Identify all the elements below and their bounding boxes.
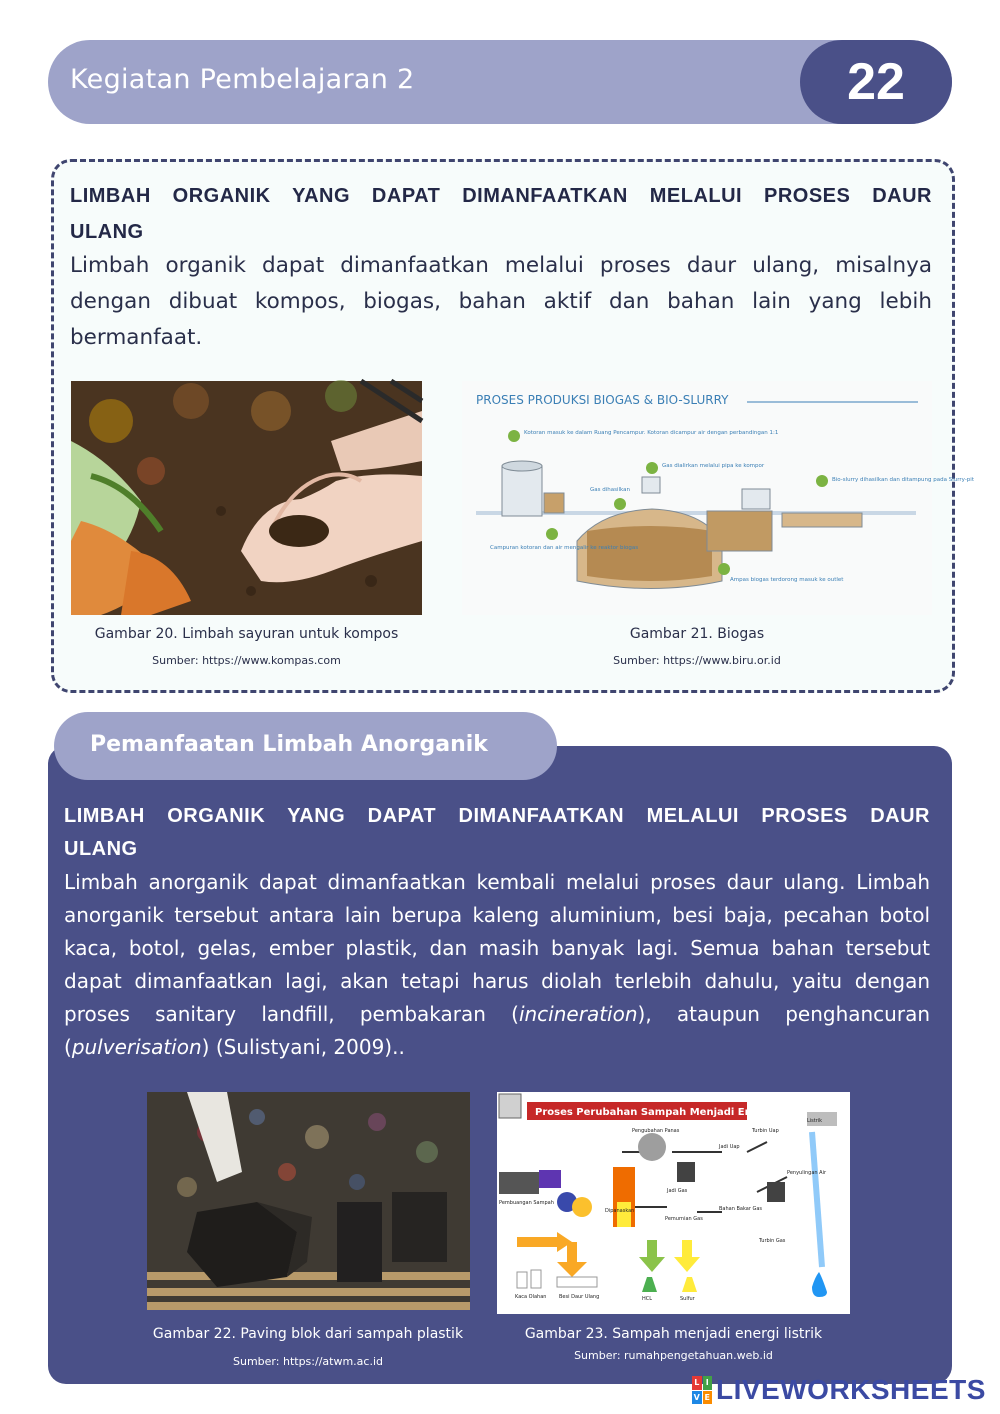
organic-body: Limbah organik dapat dimanfaatkan melalui proses daur ulang, misalnya dengan dibuat kompos, biogas, bahan aktif dan bahan lain yang lebih bermanfaat. bbox=[70, 253, 932, 350]
svg-text:Gas dialirkan melalui pipa ke: Gas dialirkan melalui pipa ke kompor bbox=[662, 463, 765, 469]
biogas-diagram bbox=[462, 381, 974, 615]
svg-text:Bahan Bakar Gas: Bahan Bakar Gas bbox=[719, 1206, 763, 1212]
figure-22-source: Sumber: https://atwm.ac.id bbox=[233, 1355, 383, 1368]
svg-text:HCL: HCL bbox=[642, 1296, 653, 1302]
liveworksheets-logo-icon: L I V E bbox=[692, 1376, 712, 1404]
svg-text:Gas dihasilkan: Gas dihasilkan bbox=[590, 487, 630, 493]
svg-text:Pemurnian Gas: Pemurnian Gas bbox=[665, 1216, 703, 1222]
inorganic-heading bbox=[64, 800, 930, 866]
organic-heading-line2: ULANG bbox=[70, 221, 144, 243]
inorganic-section-tab bbox=[54, 712, 557, 780]
figure-22-caption: Gambar 22. Paving blok dari sampah plastik bbox=[152, 1326, 464, 1342]
liveworksheets-text: LIVEWORKSHEETS bbox=[716, 1374, 986, 1405]
svg-text:Campuran kotoran dan air menga: Campuran kotoran dan air mengalir ke reaktor biogas bbox=[490, 545, 639, 551]
figure-23-source: Sumber: rumahpengetahuan.web.id bbox=[574, 1349, 773, 1362]
svg-text:Penyulingan Air: Penyulingan Air bbox=[787, 1170, 827, 1176]
svg-text:Besi Daur Ulang: Besi Daur Ulang bbox=[559, 1294, 600, 1300]
page-header bbox=[48, 40, 952, 124]
inorganic-waste-card bbox=[48, 746, 952, 1384]
svg-text:Sulfur: Sulfur bbox=[680, 1296, 695, 1302]
compost-photo bbox=[71, 381, 422, 615]
inorganic-heading-line2: ULANG bbox=[64, 838, 138, 860]
svg-text:Jadi Gas: Jadi Gas bbox=[667, 1188, 688, 1194]
svg-text:Ampas biogas terdorong masuk k: Ampas biogas terdorong masuk ke outlet bbox=[730, 577, 844, 583]
inorganic-body: Limbah anorganik dapat dimanfaatkan kembali melalui proses daur ulang. Limbah anorganik tersebut antara lain berupa kaleng aluminium, besi baja, pecahan botol kaca, botol, gelas, ember plastik, dan masih banyak lagi. Semua bahan tersebut dapat dimanfaatkan lagi, akan tetapi harus diolah terlebih dahulu, yaitu dengan proses sanitary landfill, pembakaran (incineration), ataupun penghancuran (pulverisation) (Sulistyani, 2009).. bbox=[64, 870, 931, 1059]
svg-text:Kaca Olahan: Kaca Olahan bbox=[515, 1294, 547, 1300]
header-title: Kegiatan Pembelajaran 2 bbox=[70, 64, 415, 95]
organic-waste-card bbox=[51, 159, 974, 693]
svg-text:Kotoran masuk ke dalam Ruang P: Kotoran masuk ke dalam Ruang Pencampur. Kotoran dicampur air dengan perbandingan 1:1 bbox=[524, 430, 779, 436]
figure-20-caption: Gambar 20. Limbah sayuran untuk kompos bbox=[94, 626, 399, 642]
svg-text:Turbin Uap: Turbin Uap bbox=[752, 1128, 779, 1134]
organic-heading bbox=[70, 178, 932, 250]
figure-23-caption: Gambar 23. Sampah menjadi energi listrik bbox=[524, 1326, 823, 1342]
waste-to-energy-diagram bbox=[497, 1092, 850, 1314]
organic-heading-line1: LIMBAH ORGANIK YANG DAPAT DIMANFAATKAN MELALUI PROSES DAUR bbox=[70, 185, 932, 207]
svg-text:Pengubahan Panas: Pengubahan Panas bbox=[632, 1128, 680, 1134]
figure-21-caption: Gambar 21. Biogas bbox=[629, 626, 765, 642]
svg-text:Dipanaskan: Dipanaskan bbox=[605, 1208, 635, 1214]
liveworksheets-watermark bbox=[692, 1373, 986, 1407]
figure-20-source: Sumber: https://www.kompas.com bbox=[152, 654, 341, 667]
page-number-badge: 22 bbox=[800, 40, 952, 124]
energy-diagram-title: Proses Perubahan Sampah Menjadi Energi bbox=[535, 1107, 775, 1118]
paving-block-photo bbox=[147, 1092, 470, 1310]
figure-21-source: Sumber: https://www.biru.or.id bbox=[613, 654, 781, 667]
inorganic-heading-line1: LIMBAH ORGANIK YANG DAPAT DIMANFAATKAN MELALUI PROSES DAUR bbox=[64, 805, 930, 827]
inorganic-section-tab-label: Pemanfaatan Limbah Anorganik bbox=[90, 732, 488, 757]
biogas-diagram-title: PROSES PRODUKSI BIOGAS & BIO-SLURRY bbox=[476, 393, 729, 407]
svg-text:Turbin Gas: Turbin Gas bbox=[759, 1238, 786, 1244]
svg-text:Jadi Uap: Jadi Uap bbox=[719, 1144, 740, 1150]
svg-text:Bio-slurry dihasilkan dan dita: Bio-slurry dihasilkan dan ditampung pada Slurry-pit bbox=[832, 477, 974, 483]
svg-text:Listrik: Listrik bbox=[807, 1118, 823, 1124]
svg-text:Pembuangan Sampah: Pembuangan Sampah bbox=[499, 1200, 554, 1206]
